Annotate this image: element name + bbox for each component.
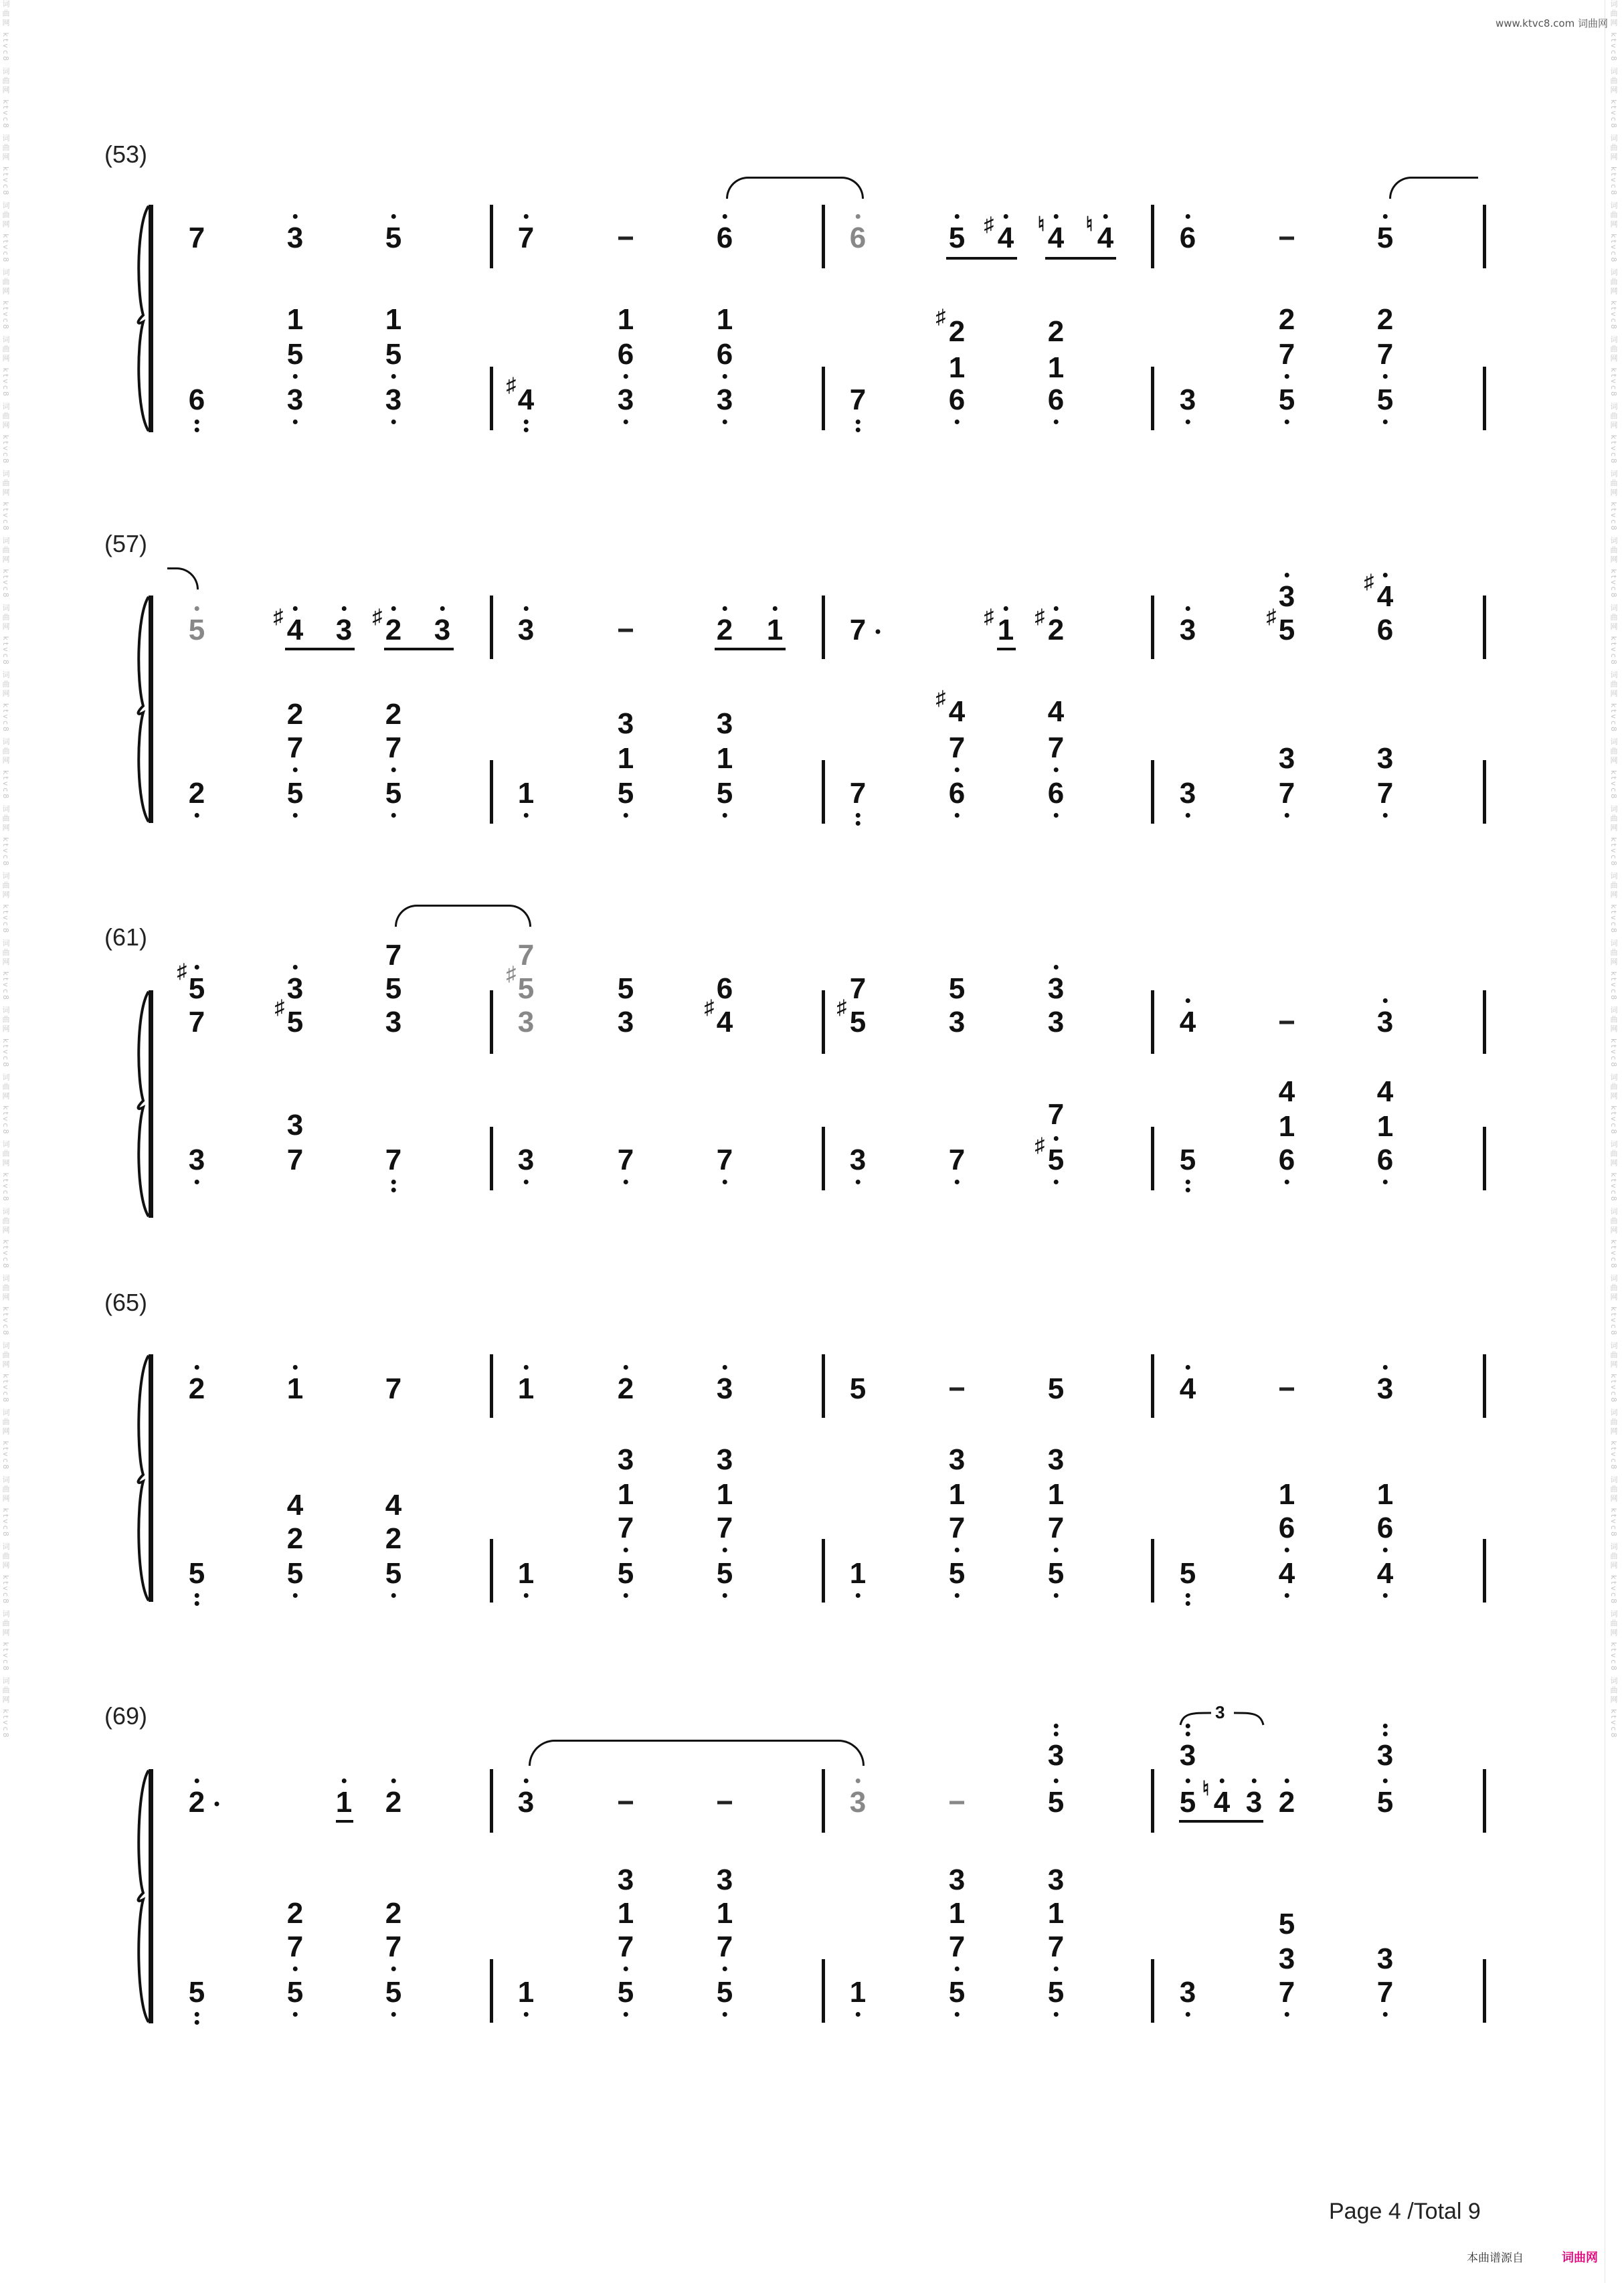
rest-dash (717, 1801, 732, 1805)
note: 3 (1047, 972, 1065, 1005)
note: 6 (716, 972, 733, 1005)
note: 1 (286, 1372, 304, 1405)
note: 3 (948, 1863, 966, 1896)
note: 3 (948, 1443, 966, 1476)
barline (490, 1354, 493, 1418)
note: 6 (1376, 1144, 1394, 1176)
tuplet-number: 3 (1215, 1702, 1225, 1722)
barline (822, 596, 825, 659)
note: 3 (1376, 1006, 1394, 1038)
note: 4 (1047, 695, 1065, 728)
slur (529, 1740, 865, 1766)
note: 1 (286, 303, 304, 336)
barline (1483, 1127, 1486, 1190)
note: 6 (1278, 1144, 1295, 1176)
note: 5 (1376, 383, 1394, 416)
sharp-sign: ♯ (704, 996, 715, 1018)
note: 3 (1278, 580, 1295, 613)
note: 3 (286, 221, 304, 254)
note: 7 (617, 1930, 634, 1963)
note: 5 (948, 221, 966, 254)
natural-sign: ♮ (1037, 213, 1045, 236)
note: 5 (385, 1557, 402, 1590)
brand-logo-text: 词曲网 (1562, 2251, 1598, 2264)
note: 3 (716, 383, 733, 416)
sharp-sign: ♯ (984, 606, 994, 628)
note: 1 (716, 742, 733, 775)
sharp-sign: ♯ (836, 996, 847, 1018)
measure-number: (53) (104, 141, 148, 168)
note: 7 (849, 972, 867, 1005)
tuplet-bracket (1179, 1710, 1265, 1726)
note: 5 (188, 614, 205, 646)
note: 7 (1376, 1976, 1394, 2009)
note: 5 (617, 777, 634, 810)
barline (1483, 1959, 1486, 2023)
note: 2 (385, 1786, 402, 1819)
note: 3 (517, 1144, 535, 1176)
note: 2 (716, 614, 733, 646)
note: 5 (1047, 1372, 1065, 1405)
note: 5 (385, 777, 402, 810)
barline (1151, 1769, 1154, 1833)
note: 5 (948, 972, 966, 1005)
note: 3 (716, 1372, 733, 1405)
note: 5 (188, 972, 205, 1005)
note: 7 (1047, 1930, 1065, 1963)
barline (822, 760, 825, 824)
note: 5 (188, 1976, 205, 2009)
note: 6 (716, 221, 733, 254)
note: 2 (948, 315, 966, 348)
sharp-sign: ♯ (935, 687, 946, 709)
sharp-sign: ♯ (1034, 606, 1045, 628)
barline (1483, 990, 1486, 1054)
note: 3 (716, 1863, 733, 1896)
note: 3 (617, 1006, 634, 1038)
rest-dash (950, 1801, 964, 1805)
augmentation-dot (876, 630, 881, 634)
rest-dash (618, 629, 633, 632)
note: 2 (385, 1522, 402, 1555)
barline (490, 1127, 493, 1190)
note: 5 (385, 221, 402, 254)
note: 2 (1376, 303, 1394, 336)
note: 5 (286, 1976, 304, 2009)
note: 5 (1278, 383, 1295, 416)
note: 3 (385, 383, 402, 416)
rest-dash (950, 1388, 964, 1391)
barline (1151, 1959, 1154, 2023)
note: 5 (385, 338, 402, 371)
note: 4 (1376, 1075, 1394, 1108)
note: 4 (1179, 1372, 1196, 1405)
note: 7 (188, 1006, 205, 1038)
source-note: 本曲谱源自 (1467, 2252, 1524, 2264)
beam-underline (715, 648, 786, 650)
note: 7 (385, 1930, 402, 1963)
slur (167, 567, 199, 589)
barline (490, 990, 493, 1054)
note: 7 (1278, 1976, 1295, 2009)
note: 7 (617, 1144, 634, 1176)
note: 5 (286, 777, 304, 810)
right-watermark-strip: 词曲网 ktvc8 词曲网 ktvc8 词曲网 ktvc8 词曲网 ktvc8 词曲网 ktvc8 词曲网 ktvc8 词曲网 ktvc8 词曲网 ktvc8 词曲网 ktvc8 词曲网 ktvc8 词曲网 ktvc8 词曲网 ktvc8 词曲网 ktvc8 词曲网 ktvc8 词曲网 ktvc8 词曲网 ktvc8 词曲网 ktvc8 词曲网 ktvc8 词曲网 ktvc8 词曲网 ktvc8 词曲网 ktvc8 词曲网 ktvc8 词曲网 ktvc8 词曲网 ktvc8 词曲网 ktvc8 词曲网 ktvc8 (1609, 0, 1618, 1740)
note: 7 (716, 1512, 733, 1544)
note: 4 (286, 1489, 304, 1522)
note: 7 (1047, 731, 1065, 764)
note: 4 (716, 1006, 733, 1038)
note: 1 (766, 614, 784, 646)
note: 1 (617, 742, 634, 775)
note: 3 (849, 1786, 867, 1819)
note: 1 (335, 1786, 353, 1819)
note: 2 (385, 614, 402, 646)
note: 3 (1047, 1739, 1065, 1772)
measure-number: (57) (104, 530, 148, 557)
note: 6 (1179, 221, 1196, 254)
note: 4 (1213, 1786, 1231, 1819)
sharp-sign: ♯ (274, 996, 285, 1018)
barline (822, 1769, 825, 1833)
note: 7 (716, 1930, 733, 1963)
note: 4 (385, 1489, 402, 1522)
note: 5 (617, 972, 634, 1005)
note: 1 (948, 1478, 966, 1511)
note: 3 (617, 383, 634, 416)
note: 6 (948, 777, 966, 810)
note: 1 (1047, 1897, 1065, 1930)
note: 5 (286, 1006, 304, 1038)
sharp-sign: ♯ (273, 606, 284, 628)
beam-underline (285, 648, 355, 650)
note: 1 (716, 1478, 733, 1511)
sharp-sign: ♯ (984, 213, 994, 236)
note: 5 (1047, 1976, 1065, 2009)
note: 3 (948, 1006, 966, 1038)
note: 1 (948, 351, 966, 384)
note: 5 (716, 1557, 733, 1590)
note: 6 (716, 338, 733, 371)
note: 2 (286, 1897, 304, 1930)
note: 7 (716, 1144, 733, 1176)
note: 5 (948, 1976, 966, 2009)
note: 7 (1376, 338, 1394, 371)
note: 7 (948, 1512, 966, 1544)
beam-underline (997, 648, 1016, 650)
barline (490, 596, 493, 659)
note: 1 (617, 1897, 634, 1930)
sharp-sign: ♯ (372, 606, 383, 628)
note: 5 (1179, 1557, 1196, 1590)
note: 5 (188, 1557, 205, 1590)
barline (1151, 1354, 1154, 1418)
note: 7 (1278, 338, 1295, 371)
note: 2 (1278, 1786, 1295, 1819)
note: 5 (716, 1976, 733, 2009)
note: 6 (1278, 1512, 1295, 1544)
augmentation-dot (215, 1802, 219, 1807)
note: 3 (1278, 742, 1295, 775)
barline (1483, 1769, 1486, 1833)
note: 5 (1047, 1557, 1065, 1590)
note: 4 (997, 221, 1014, 254)
barline (822, 1127, 825, 1190)
sharp-sign: ♯ (1266, 606, 1277, 628)
note: 7 (1047, 1512, 1065, 1544)
note: 3 (1376, 1739, 1394, 1772)
note: 1 (1376, 1478, 1394, 1511)
note: 1 (1278, 1478, 1295, 1511)
note: 4 (1376, 1557, 1394, 1590)
system-start-barline (149, 596, 153, 823)
rest-dash (1279, 1021, 1294, 1024)
note: 7 (385, 1372, 402, 1405)
note: 7 (1278, 777, 1295, 810)
note: 3 (286, 1109, 304, 1142)
note: 7 (849, 383, 867, 416)
note: 5 (1278, 614, 1295, 646)
note: 1 (617, 1478, 634, 1511)
barline (822, 1959, 825, 2023)
note: 6 (1047, 777, 1065, 810)
note: 7 (188, 221, 205, 254)
note: 5 (1376, 221, 1394, 254)
note: 7 (385, 731, 402, 764)
note: 3 (716, 1443, 733, 1476)
note: 3 (1179, 777, 1196, 810)
sharp-sign: ♯ (1364, 571, 1374, 593)
note: 3 (1376, 1942, 1394, 1975)
note: 5 (849, 1372, 867, 1405)
note: 3 (1179, 1976, 1196, 2009)
slur (395, 905, 531, 927)
note: 3 (617, 1443, 634, 1476)
note: 3 (286, 972, 304, 1005)
note: 3 (385, 1006, 402, 1038)
note: 3 (517, 1786, 535, 1819)
system-start-barline (149, 1769, 153, 2023)
note: 5 (1179, 1144, 1196, 1176)
natural-sign: ♮ (1085, 213, 1093, 236)
rest-dash (618, 1801, 633, 1805)
note: 6 (188, 383, 205, 416)
note: 7 (286, 1930, 304, 1963)
note: 4 (1097, 221, 1114, 254)
barline (1151, 1539, 1154, 1603)
note: 1 (617, 303, 634, 336)
sharp-sign: ♯ (935, 306, 946, 328)
barline (490, 1769, 493, 1833)
note: 6 (1376, 1512, 1394, 1544)
measure-number: (65) (104, 1289, 148, 1316)
note: 2 (617, 1372, 634, 1405)
barline (1151, 1127, 1154, 1190)
note: 7 (1376, 777, 1394, 810)
sharp-sign: ♯ (506, 963, 517, 985)
note: 4 (1047, 221, 1065, 254)
beam-underline (1179, 1820, 1263, 1823)
note: 3 (1376, 1372, 1394, 1405)
note: 4 (517, 383, 535, 416)
system-start-barline (149, 990, 153, 1218)
note: 7 (286, 731, 304, 764)
note: 4 (1278, 1557, 1295, 1590)
note: 7 (617, 1512, 634, 1544)
note: 6 (849, 221, 867, 254)
note: 5 (286, 1557, 304, 1590)
note: 5 (948, 1557, 966, 1590)
beam-underline (336, 1820, 353, 1823)
barline (1483, 760, 1486, 824)
barline (822, 990, 825, 1054)
note: 3 (335, 614, 353, 646)
note: 5 (1047, 1144, 1065, 1176)
note: 1 (849, 1976, 867, 2009)
note: 7 (286, 1144, 304, 1176)
barline (1483, 596, 1486, 659)
note: 3 (1179, 614, 1196, 646)
note: 2 (188, 1786, 205, 1819)
note: 1 (997, 614, 1014, 646)
note: 5 (617, 1557, 634, 1590)
note: 7 (849, 614, 867, 646)
note: 2 (385, 1897, 402, 1930)
barline (822, 1539, 825, 1603)
note: 3 (716, 707, 733, 740)
note: 1 (716, 303, 733, 336)
note: 2 (286, 1522, 304, 1555)
note: 3 (1278, 1942, 1295, 1975)
note: 2 (188, 777, 205, 810)
note: 4 (1278, 1075, 1295, 1108)
note: 3 (188, 1144, 205, 1176)
barline (1483, 1354, 1486, 1418)
note: 6 (1047, 383, 1065, 416)
site-url-header: www.ktvc8.com 词曲网 (1495, 17, 1608, 29)
note: 2 (385, 698, 402, 731)
note: 3 (1179, 1739, 1196, 1772)
note: 5 (286, 338, 304, 371)
note: 7 (948, 1144, 966, 1176)
system-start-barline (149, 1354, 153, 1602)
barline (822, 1354, 825, 1418)
note: 7 (385, 939, 402, 972)
note: 4 (1376, 580, 1394, 613)
note: 1 (716, 1897, 733, 1930)
note: 5 (716, 777, 733, 810)
note: 7 (385, 1144, 402, 1176)
note: 1 (517, 1976, 535, 2009)
note: 5 (849, 1006, 867, 1038)
note: 1 (948, 1897, 966, 1930)
note: 3 (517, 614, 535, 646)
note: 1 (385, 303, 402, 336)
measure-number: (69) (104, 1702, 148, 1730)
note: 1 (849, 1557, 867, 1590)
note: 6 (1376, 614, 1394, 646)
barline (490, 1959, 493, 2023)
note: 1 (1047, 351, 1065, 384)
note: 7 (1047, 1098, 1065, 1131)
note: 5 (1376, 1786, 1394, 1819)
note: 1 (1278, 1110, 1295, 1143)
note: 3 (1179, 383, 1196, 416)
note: 5 (517, 972, 535, 1005)
page-indicator: Page 4 /Total 9 (1329, 2199, 1481, 2224)
note: 2 (188, 1372, 205, 1405)
note: 3 (434, 614, 451, 646)
note: 1 (517, 1372, 535, 1405)
note: 2 (1047, 315, 1065, 348)
sharp-sign: ♯ (177, 960, 187, 982)
note: 1 (1376, 1110, 1394, 1143)
barline (490, 760, 493, 824)
note: 2 (1047, 614, 1065, 646)
note: 2 (1278, 303, 1295, 336)
note: 5 (617, 1976, 634, 2009)
note: 7 (849, 777, 867, 810)
sharp-sign: ♯ (1034, 1134, 1045, 1156)
note: 7 (948, 731, 966, 764)
note: 5 (385, 1976, 402, 2009)
note: 3 (1245, 1786, 1263, 1819)
note: 5 (1047, 1786, 1065, 1819)
note: 6 (948, 383, 966, 416)
barline (1151, 596, 1154, 659)
measure-number: (61) (104, 923, 148, 951)
barline (1151, 990, 1154, 1054)
note: 1 (517, 1557, 535, 1590)
note: 7 (517, 221, 535, 254)
note: 3 (1047, 1443, 1065, 1476)
barline (1483, 1539, 1486, 1603)
note: 6 (617, 338, 634, 371)
note: 5 (1179, 1786, 1196, 1819)
left-watermark-strip: 词曲网 ktvc8 词曲网 ktvc8 词曲网 ktvc8 词曲网 ktvc8 词曲网 ktvc8 词曲网 ktvc8 词曲网 ktvc8 词曲网 ktvc8 词曲网 ktvc8 词曲网 ktvc8 词曲网 ktvc8 词曲网 ktvc8 词曲网 ktvc8 词曲网 ktvc8 词曲网 ktvc8 词曲网 ktvc8 词曲网 ktvc8 词曲网 ktvc8 词曲网 ktvc8 词曲网 ktvc8 词曲网 ktvc8 词曲网 ktvc8 词曲网 ktvc8 词曲网 ktvc8 词曲网 ktvc8 词曲网 ktvc8 (1, 0, 10, 1740)
note: 5 (385, 972, 402, 1005)
note: 2 (286, 698, 304, 731)
note: 3 (286, 383, 304, 416)
note: 1 (1047, 1478, 1065, 1511)
barline (1151, 760, 1154, 824)
note: 7 (948, 1930, 966, 1963)
note: 3 (1047, 1863, 1065, 1896)
note: 3 (517, 1006, 535, 1038)
beam-underline (384, 648, 454, 650)
note: 3 (1047, 1006, 1065, 1038)
natural-sign: ♮ (1202, 1778, 1210, 1800)
rest-dash (1279, 1388, 1294, 1391)
note: 5 (1278, 1908, 1295, 1940)
note: 7 (517, 939, 535, 972)
barline (490, 1539, 493, 1603)
note: 3 (617, 1863, 634, 1896)
sharp-sign: ♯ (506, 374, 517, 396)
note: 4 (286, 614, 304, 646)
note: 4 (1179, 1006, 1196, 1038)
note: 3 (849, 1144, 867, 1176)
note: 1 (517, 777, 535, 810)
note: 4 (948, 695, 966, 728)
note: 3 (617, 707, 634, 740)
note: 3 (1376, 742, 1394, 775)
